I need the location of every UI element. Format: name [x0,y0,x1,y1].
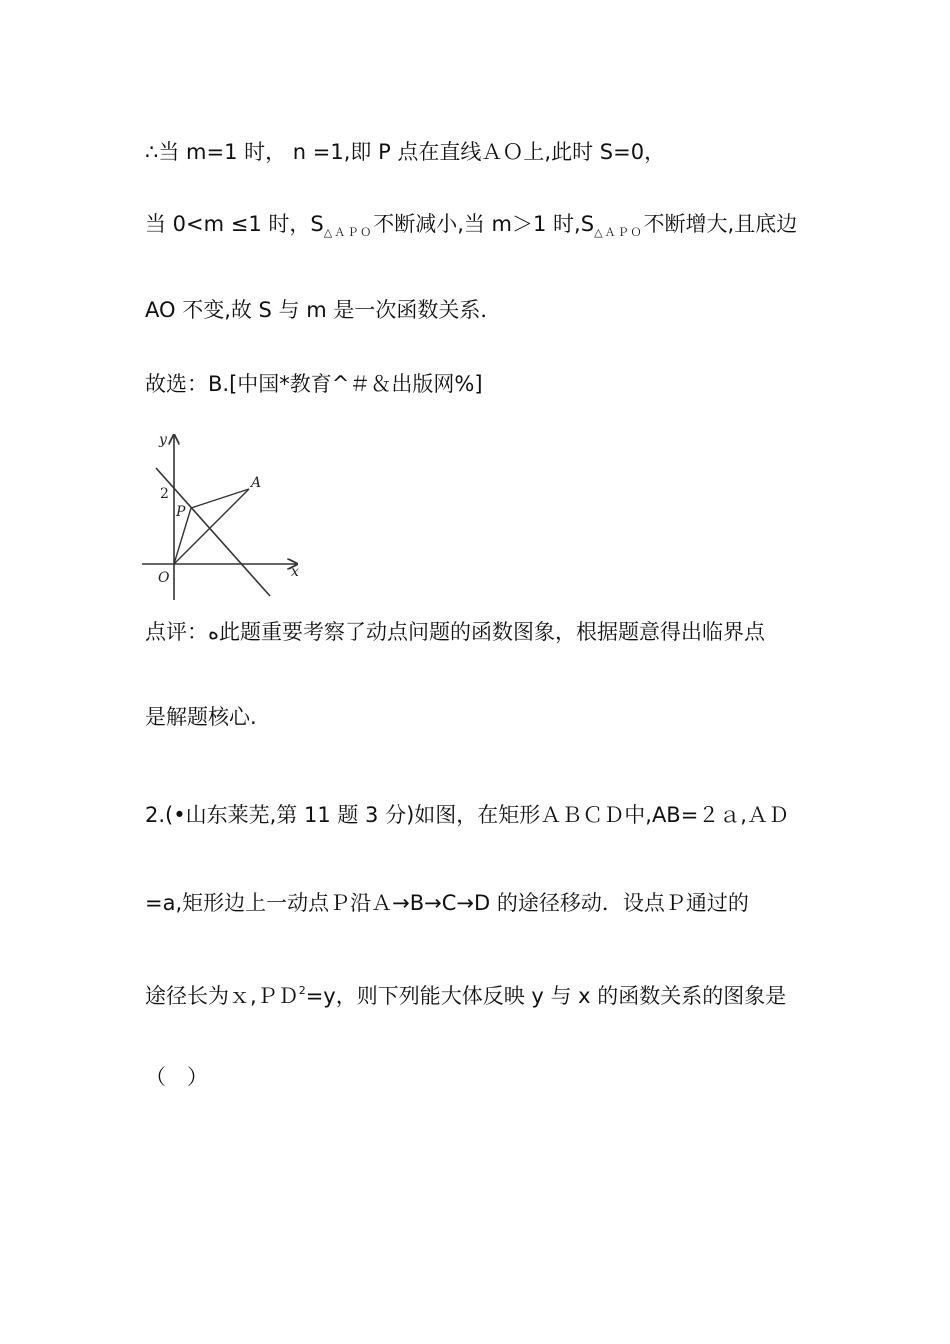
text-line-1: ∴当 m=1 时， n =1,即 P 点在直线ＡＯ上,此时 S=0， [145,140,666,164]
triangle-apo-subscript: △ＡＰＯ [323,226,374,239]
text-line-9-part-a: 途径长为ｘ,ＰＤ [145,984,299,1008]
text-line-6: 是解题核心. [145,705,257,729]
answer-parentheses: （ ） [145,1065,208,1089]
text-line-8: =a,矩形边上一动点Ｐ沿Ａ→B→C→D 的途径移动．设点Ｐ通过的 [145,891,749,915]
text-line-2-part-a: 当 0<m ≤1 时，S [145,212,324,236]
text-line-3: AO 不变,故 S 与 m 是一次函数关系． [145,298,502,322]
text-line-4: 故选：B.[中国*教育^＃＆出版网%] [145,372,483,396]
text-line-7: 2.(•山东莱芜,第 11 题 3 分)如图，在矩形ＡＢＣＤ中,AB=２ａ,ＡＤ [145,803,789,827]
text-line-5: 点评：ﻩ此题重要考察了动点问题的函数图象，根据题意得出临界点 [145,620,766,644]
x-axis-label: x [291,564,299,580]
text-line-9-part-b: =y，则下列能大体反映 y 与 x 的函数关系的图象是 [305,984,787,1008]
tick-label-2: 2 [160,486,169,502]
text-line-2 [145,210,797,247]
coordinate-figure [138,430,310,602]
triangle-apo-subscript: △ＡＰＯ [594,226,644,239]
point-p-label: P [176,504,186,520]
text-line-2-part-b: 不断减小,当 m＞1 时,S [373,212,595,236]
y-axis-label: y [159,432,167,448]
text-line-9 [145,977,786,1010]
text-line-2-part-c: 不断增大,且底边 [643,212,798,236]
squared-superscript: 2 [298,984,306,997]
point-a-label: A [251,475,262,491]
origin-label: O [158,570,170,586]
